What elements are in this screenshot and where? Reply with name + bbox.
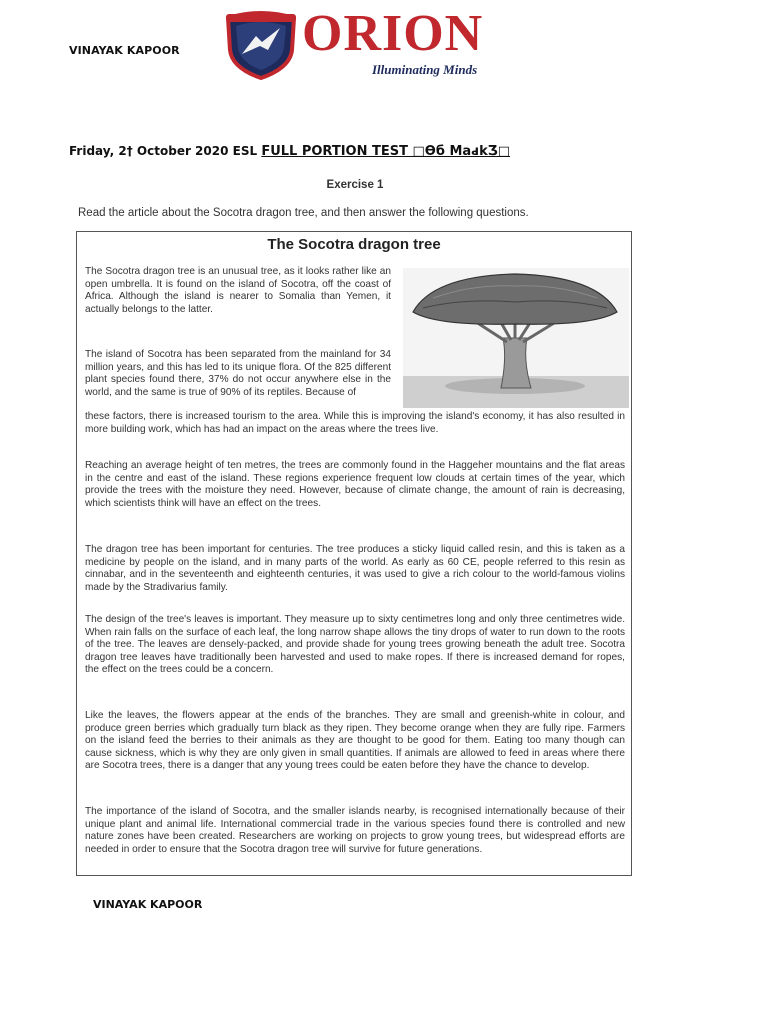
article-paragraph: Reaching an average height of ten metres, the trees are commonly found in the Haggeher mountains and the flat areas in the centre and east of the island. These regions experience frequent low clouds at certain times of the year, which provide the trees with the moisture they need. However, because of climate change, the amount of rain is decreasing, which scientists think will have an effect on the trees. bbox=[85, 460, 625, 509]
student-name-header: VINAYAK KAPOOR bbox=[69, 44, 180, 57]
article-box bbox=[76, 231, 632, 876]
article-title: The Socotra dragon tree bbox=[267, 236, 441, 253]
logo-tagline: Illuminating Minds bbox=[372, 62, 478, 77]
article-paragraph: these factors, there is increased tourism to the area. While this is improving the island's economy, it has also resulted in more building work, which has had an impact on the areas where the trees live. bbox=[85, 411, 625, 435]
article-paragraph: The design of the tree's leaves is important. They measure up to sixty centimetres long and only three centimetres wide. When rain falls on the surface of each leaf, the long narrow shape allows the tiny drops of water to run down to the roots of the tree. The leaves are densely-packed, and provide shade for young trees growing beneath the adult tree. Socotra dragon tree leaves have traditionally been harvested and used to make ropes. If there is increased demand for ropes, the effect on the trees could be a concern. bbox=[85, 614, 625, 676]
exercise-instruction: Read the article about the Socotra dragon tree, and then answer the following questions. bbox=[78, 207, 529, 219]
dragon-tree-illustration-icon bbox=[403, 268, 629, 408]
crest-icon bbox=[222, 10, 300, 80]
article-paragraph: The island of Socotra has been separated from the mainland for 34 million years, and this has led to its unique flora. Of the 825 different plant species found there, 37% do not occur anywhere else in the world, and the same is true of 90% of its reptiles. Because of bbox=[85, 349, 391, 398]
article-paragraph: The Socotra dragon tree is an unusual tree, as it looks rather like an open umbrella. It is found on the island of Socotra, off the coast of Africa. Although the island is nearer to Somalia than Yemen, it actually belongs to the latter. bbox=[85, 266, 391, 315]
test-heading bbox=[69, 144, 510, 159]
article-paragraph: Like the leaves, the flowers appear at the ends of the branches. They are small and greenish-white in colour, and produce green berries which gradually turn black as they ripen. They become orange when they are fully ripe. Farmers on the island feed the berries to their animals as they are thought to be good for them. Eating too many though can cause sickness, which is why they are only given in small quantities. If animals are allowed to feed in areas where there are Socotra trees, there is a danger that any young trees could be eaten before they have the chance to develop. bbox=[85, 710, 625, 772]
test-title: FULL PORTION TEST □Өб MaԁkƷ□ bbox=[261, 144, 511, 159]
logo-brand-text: ORION bbox=[302, 5, 484, 62]
test-date: Friday, 2† October 2020 ESL bbox=[69, 144, 258, 158]
article-paragraph: The dragon tree has been important for centuries. The tree produces a sticky liquid called resin, and this is taken as a medicine by people on the island, and in many parts of the world. As early as 60 CE, people referred to this resin as cinnabar, and in the seventeenth and eighteenth centuries, it was used to give a rich colour to the world-famous violins made by the Stradivarius family. bbox=[85, 544, 625, 593]
article-paragraph: The importance of the island of Socotra, and the smaller islands nearby, is recognised internationally because of their unique plant and animal life. International commercial trade in the various species found there is controlled and new nature zones have been created. Researchers are working on projects to grow young trees, but widespread efforts are needed in order to ensure that the Socotra dragon tree will survive for future generations. bbox=[85, 806, 625, 855]
student-name-footer: VINAYAK KAPOOR bbox=[93, 898, 203, 911]
orion-logo bbox=[222, 5, 512, 80]
exercise-heading: Exercise 1 bbox=[326, 179, 384, 191]
